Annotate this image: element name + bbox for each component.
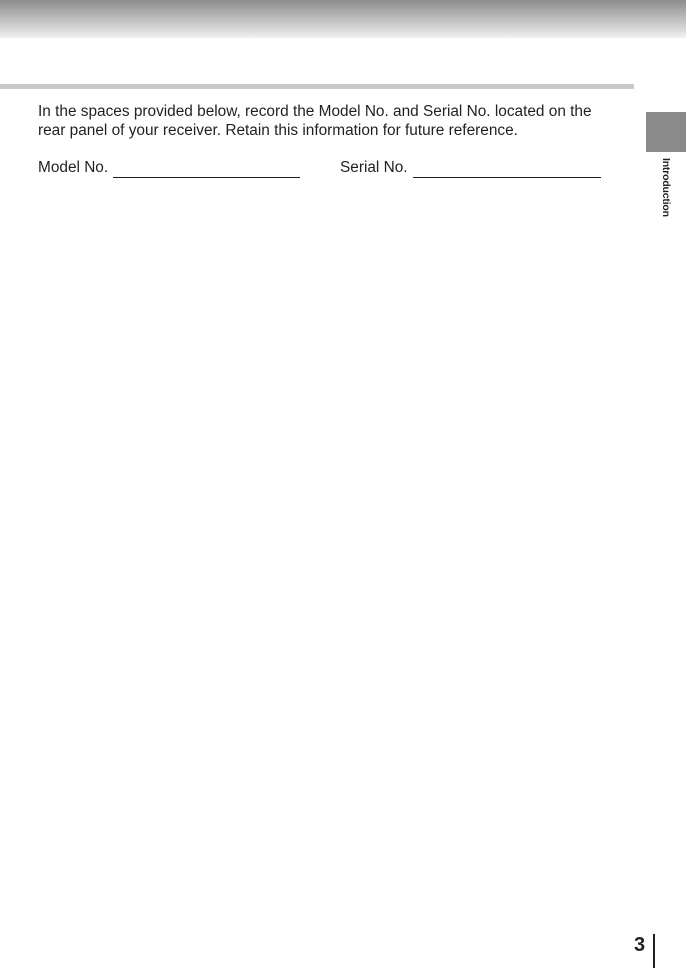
page-number: 3 [634,934,646,956]
instruction-paragraph [38,102,638,140]
page-number-rule [653,934,655,968]
instruction-line: rear panel of your receiver. Retain this information for future reference. [38,122,518,139]
model-number-blank [113,160,300,178]
serial-number-blank [413,160,601,178]
section-tab-label-text: Introduction [660,158,672,217]
serial-number-field [340,158,601,178]
header-band [0,0,686,38]
model-number-label: Model No. [38,159,109,176]
model-number-field [38,158,300,178]
instruction-line: In the spaces provided below, record the Model No. and Serial No. located on the [38,103,592,120]
section-tab-label [646,158,686,218]
serial-number-label: Serial No. [340,159,408,176]
section-tab-marker [646,112,686,152]
header-rule [0,84,634,89]
